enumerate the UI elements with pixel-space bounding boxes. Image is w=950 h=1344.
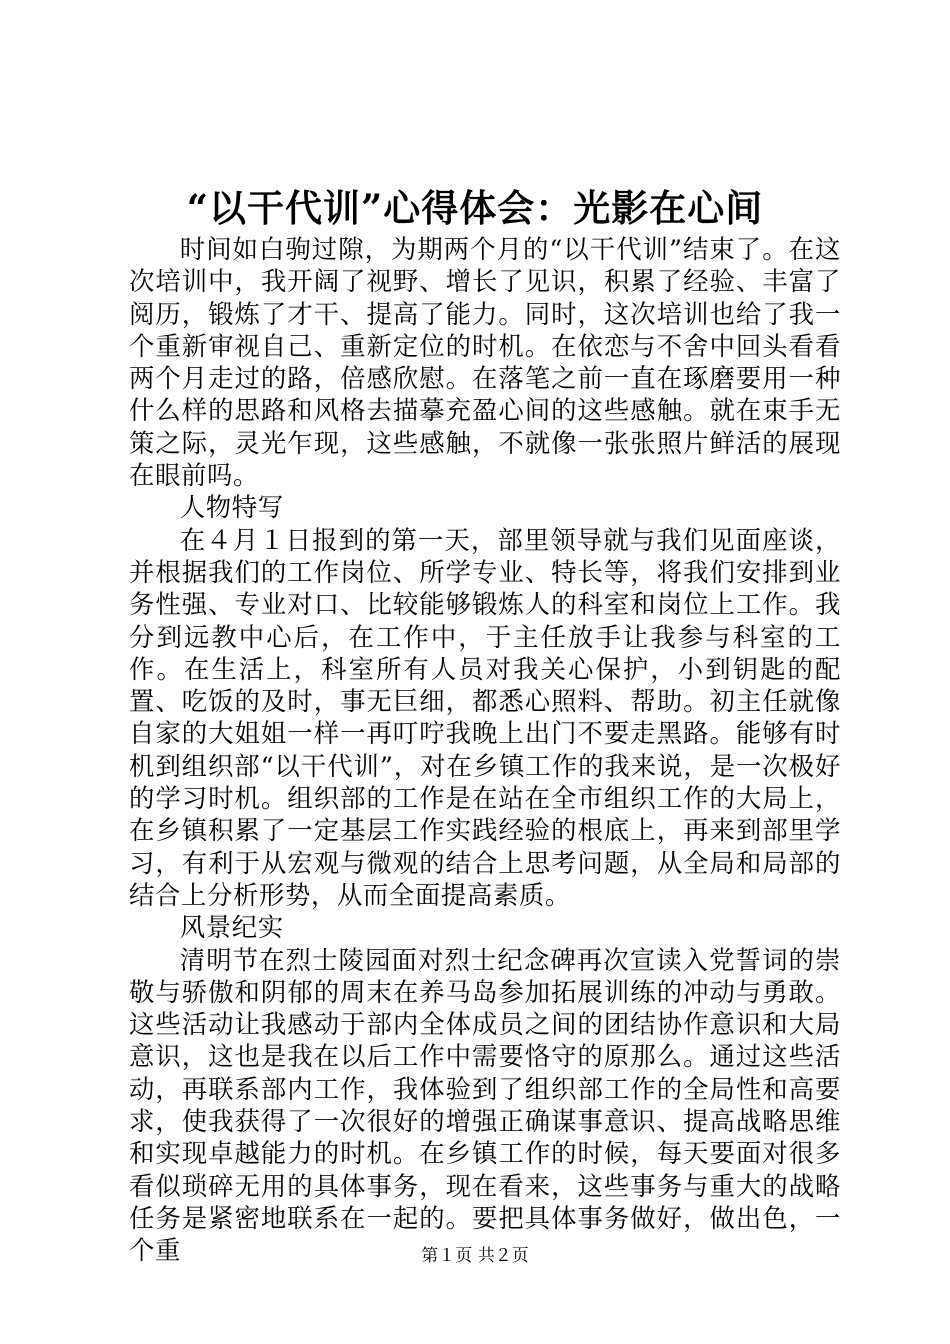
- paragraph-intro: 时间如白驹过隙，为期两个月的“以干代训”结束了。在这次培训中，我开阔了视野、增长了见识，积累了经验、丰富了阅历，锻炼了才干、提高了能力。同时，这次培训也给了我一个重新审视自己、重新定位的时机。在依恋与不舍中回头看看两个月走过的路，倍感欣慰。在落笔之前一直在琢磨要用一种什么样的思路和风格去描摹充盈心间的这些感触。就在束手无策之际，灵光乍现，这些感触，不就像一张张照片鲜活的展现在眼前吗。: [129, 234, 841, 491]
- page-number-footer: 第１页 共２页: [421, 1246, 529, 1266]
- document-title: “以干代训”心得体会：光影在心间: [186, 186, 764, 230]
- section-heading-scenery: 风景纪实: [179, 912, 284, 943]
- section-heading-portrait: 人物特写: [179, 492, 284, 523]
- paragraph-scenery: 清明节在烈士陵园面对烈士纪念碑再次宣读入党誓词的崇敬与骄傲和阴郁的周末在养马岛参加拓展训练的冲动与勇敢。这些活动让我感动于部内全体成员之间的团结协作意识和大局意识，这也是我在以后工作中需要恪守的原那么。通过这些活动，再联系部内工作，我体验到了组织部工作的全局性和高要求，使我获得了一次很好的增强正确谋事意识、提高战略思维和实现卓越能力的时机。在乡镇工作的时候，每天要面对很多看似琐碎无用的具体事务，现在看来，这些事务与重大的战略任务是紧密地联系在一起的。要把具体事务做好，做出色，一个重: [129, 944, 841, 1266]
- document-body: [129, 233, 841, 1267]
- paragraph-portrait: 在４月１日报到的第一天，部里领导就与我们见面座谈，并根据我们的工作岗位、所学专业、特长等，将我们安排到业务性强、专业对口、比较能够锻炼人的科室和岗位上工作。我分到远教中心后，在工作中，于主任放手让我参与科室的工作。在生活上，科室所有人员对我关心保护，小到钥匙的配置、吃饭的及时，事无巨细，都悉心照料、帮助。初主任就像自家的大姐姐一样一再叮咛我晚上出门不要走黑路。能够有时机到组织部“以干代训”，对在乡镇工作的我来说，是一次极好的学习时机。组织部的工作是在站在全市组织工作的大局上，在乡镇积累了一定基层工作实践经验的根底上，再来到部里学习，有利于从宏观与微观的结合上思考问题，从全局和局部的结合上分析形势，从而全面提高素质。: [129, 524, 841, 910]
